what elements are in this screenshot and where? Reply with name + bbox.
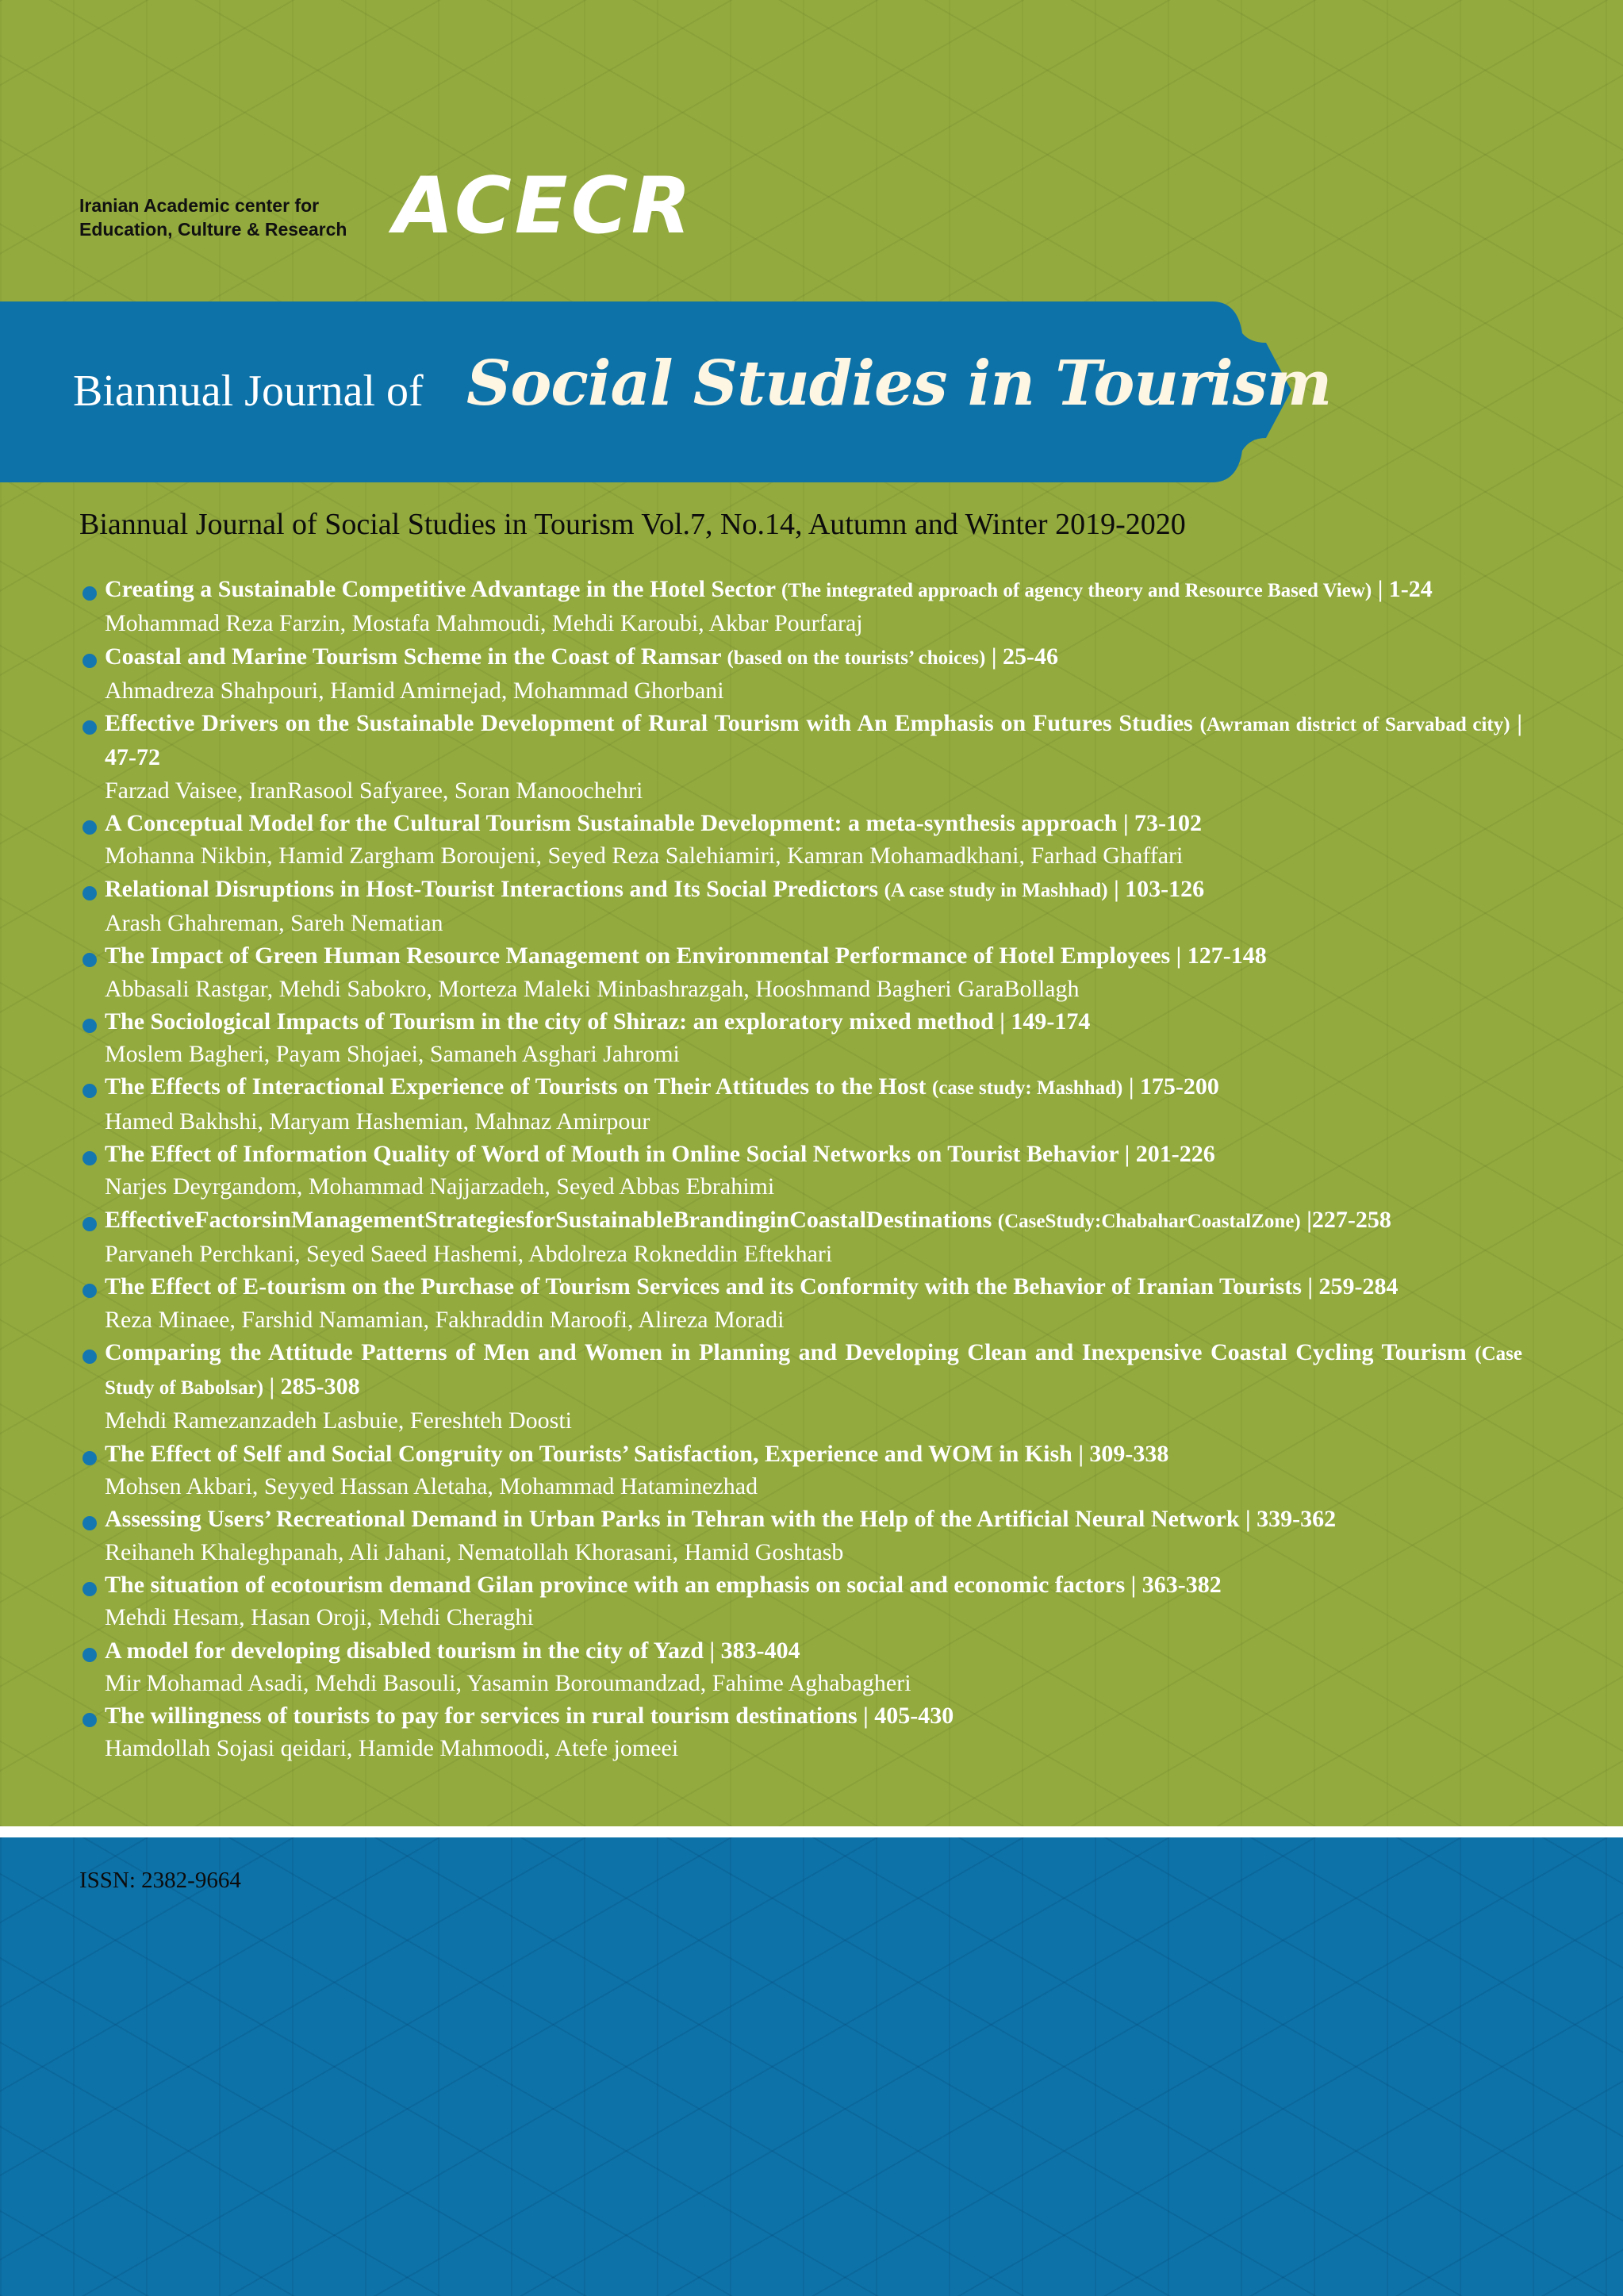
- article-authors: Hamdollah Sojasi qeidari, Hamide Mahmoodi, Atefe jomeei: [105, 1735, 679, 1762]
- article-title-line: [105, 1138, 1522, 1170]
- bullet-icon: [82, 1516, 97, 1530]
- article-title: The situation of ecotourism demand Gilan province with an emphasis on social and economic factors: [105, 1571, 1126, 1598]
- bullet-icon: [82, 1582, 97, 1596]
- publisher-line-2: Education, Culture & Research: [79, 219, 347, 240]
- article-title-line: [105, 1336, 1522, 1405]
- article-title: A model for developing disabled tourism in the city of Yazd: [105, 1637, 704, 1664]
- bullet-icon: [82, 1084, 97, 1098]
- article-subtitle: (The integrated approach of agency theory and Resource Based View): [781, 580, 1372, 601]
- article-title-line: [105, 1568, 1522, 1601]
- article-title: Creating a Sustainable Competitive Advantage in the Hotel Sector: [105, 576, 776, 602]
- article-entry: [82, 707, 1522, 807]
- article-title-line: [105, 1634, 1522, 1667]
- article-pages: | 259-284: [1307, 1273, 1399, 1300]
- bullet-icon: [82, 1713, 97, 1727]
- article-subtitle: (Case Study of Babolsar): [105, 1342, 1523, 1399]
- article-authors: Mohanna Nikbin, Hamid Zargham Boroujeni, Seyed Reza Salehiamiri, Kamran Mohamadkhani, Farhad Ghaffari: [105, 843, 1184, 870]
- article-pages: | 363-382: [1130, 1571, 1222, 1598]
- article-subtitle: (CaseStudy:ChabaharCoastalZone): [997, 1210, 1301, 1232]
- article-subtitle: (based on the tourists’ choices): [727, 647, 986, 669]
- article-title: The Sociological Impacts of Tourism in the city of Shiraz: an exploratory mixed method: [105, 1008, 994, 1035]
- article-pages: | 25-46: [991, 643, 1058, 670]
- article-subtitle: (Awraman district of Sarvabad city): [1199, 714, 1510, 736]
- article-entry: [82, 1568, 1522, 1634]
- article-title: Effective Drivers on the Sustainable Development of Rural Tourism with An Emphasis on Futures Studies: [105, 710, 1193, 737]
- article-authors: Parvaneh Perchkani, Seyed Saeed Hashemi, Abdolreza Rokneddin Eftekhari: [105, 1240, 833, 1267]
- bullet-icon: [82, 1151, 97, 1165]
- article-title-line: [105, 873, 1522, 907]
- article-title-line: [105, 1070, 1522, 1104]
- issue-line: Biannual Journal of Social Studies in Tourism Vol.7, No.14, Autumn and Winter 2019-2020: [79, 508, 1186, 541]
- article-title: Assessing Users’ Recreational Demand in Urban Parks in Tehran with the Help of the Artificial Neural Network: [105, 1506, 1240, 1533]
- bullet-icon: [82, 1648, 97, 1662]
- article-title-line: [105, 1270, 1522, 1303]
- article-title-line: [105, 939, 1522, 972]
- article-authors: Mehdi Hesam, Hasan Oroji, Mehdi Cheraghi: [105, 1604, 534, 1631]
- article-authors: Arash Ghahreman, Sareh Nematian: [105, 909, 443, 936]
- bullet-icon: [82, 953, 97, 967]
- article-title-line: [105, 1699, 1522, 1732]
- article-entry: [82, 1438, 1522, 1503]
- article-authors: Reihaneh Khaleghpanah, Ali Jahani, Nematollah Khorasani, Hamid Goshtasb: [105, 1538, 844, 1565]
- article-entry: [82, 640, 1522, 708]
- article-pages: |227-258: [1306, 1206, 1391, 1233]
- article-entry: [82, 1699, 1522, 1765]
- bullet-icon: [82, 720, 97, 735]
- article-title: The Effect of Self and Social Congruity on Tourists’ Satisfaction, Experience and WOM in Kish: [105, 1440, 1072, 1467]
- article-authors: Mehdi Ramezanzadeh Lasbuie, Fereshteh Doosti: [105, 1407, 572, 1434]
- article-title-line: [105, 640, 1522, 674]
- article-entry: [82, 1634, 1522, 1700]
- acecr-logo: ACECR: [393, 161, 695, 251]
- white-divider-stripe: [0, 1826, 1623, 1837]
- bullet-icon: [82, 1217, 97, 1231]
- article-pages: | 149-174: [1000, 1008, 1091, 1035]
- article-title-line: [105, 1503, 1522, 1535]
- bullet-icon: [82, 1284, 97, 1298]
- article-pages: | 339-362: [1245, 1506, 1337, 1533]
- bullet-icon: [82, 1350, 97, 1364]
- table-of-contents: [82, 573, 1522, 1765]
- journal-title: Social Studies in Tourism: [466, 347, 1332, 420]
- article-authors: Mohammad Reza Farzin, Mostafa Mahmoudi, Mehdi Karoubi, Akbar Pourfaraj: [105, 610, 863, 637]
- bullet-icon: [82, 586, 97, 601]
- article-pages: | 47-72: [105, 710, 1523, 771]
- article-title-line: [105, 1204, 1522, 1238]
- article-authors: Narjes Deyrgandom, Mohammad Najjarzadeh, Seyed Abbas Ebrahimi: [105, 1173, 775, 1200]
- article-pages: | 309-338: [1078, 1440, 1169, 1467]
- article-pages: | 1-24: [1377, 576, 1433, 602]
- article-entry: [82, 1070, 1522, 1138]
- article-entry: [82, 1270, 1522, 1336]
- article-pages: | 285-308: [269, 1373, 360, 1400]
- article-title: The Impact of Green Human Resource Management on Environmental Performance of Hotel Employees: [105, 943, 1171, 969]
- article-entry: [82, 1336, 1522, 1438]
- article-entry: [82, 807, 1522, 873]
- article-title: Relational Disruptions in Host-Tourist Interactions and Its Social Predictors: [105, 875, 879, 902]
- article-pages: | 405-430: [863, 1703, 954, 1730]
- bullet-icon: [82, 1019, 97, 1033]
- article-authors: Ahmadreza Shahpouri, Hamid Amirnejad, Mohammad Ghorbani: [105, 677, 724, 704]
- article-pages: | 201-226: [1124, 1141, 1215, 1168]
- article-title: Coastal and Marine Tourism Scheme in the Coast of Ramsar: [105, 643, 721, 670]
- article-authors: Reza Minaee, Farshid Namamian, Fakhraddin Maroofi, Alireza Moradi: [105, 1306, 785, 1333]
- article-pages: | 103-126: [1114, 875, 1205, 902]
- article-title: Comparing the Attitude Patterns of Men and Women in Planning and Developing Clean and Inexpensive Coastal Cycling Tourism: [105, 1338, 1467, 1365]
- article-title-line: [105, 573, 1522, 607]
- article-title: A Conceptual Model for the Cultural Tourism Sustainable Development: a meta-synthesis approach: [105, 810, 1118, 837]
- article-title-line: [105, 707, 1522, 774]
- article-title-line: [105, 1005, 1522, 1038]
- article-entry: [82, 573, 1522, 640]
- article-pages: | 127-148: [1176, 943, 1267, 969]
- bullet-icon: [82, 820, 97, 835]
- article-pages: | 175-200: [1128, 1073, 1219, 1100]
- article-entry: [82, 1005, 1522, 1071]
- article-title: The willingness of tourists to pay for services in rural tourism destinations: [105, 1703, 858, 1730]
- article-pages: | 383-404: [709, 1637, 800, 1664]
- article-entry: [82, 1138, 1522, 1204]
- banner-prefix: Biannual Journal of: [73, 367, 424, 416]
- article-title-line: [105, 807, 1522, 839]
- article-subtitle: (case study: Mashhad): [932, 1077, 1123, 1100]
- article-authors: Mir Mohamad Asadi, Mehdi Basouli, Yasamin Boroumandzad, Fahime Aghabagheri: [105, 1669, 911, 1696]
- article-authors: Moslem Bagheri, Payam Shojaei, Samaneh Asghari Jahromi: [105, 1041, 680, 1068]
- article-authors: Farzad Vaisee, IranRasool Safyaree, Soran Manoochehri: [105, 777, 643, 804]
- publisher-line-1: Iranian Academic center for: [79, 195, 320, 216]
- article-entry: [82, 873, 1522, 940]
- issn: ISSN: 2382-9664: [79, 1868, 241, 1893]
- article-entry: [82, 939, 1522, 1005]
- article-subtitle: (A case study in Mashhad): [884, 879, 1108, 901]
- article-title: The Effect of Information Quality of Word of Mouth in Online Social Networks on Tourist Behavior: [105, 1141, 1119, 1168]
- bullet-icon: [82, 886, 97, 900]
- publisher-name: [79, 194, 347, 241]
- article-title-line: [105, 1438, 1522, 1470]
- article-authors: Hamed Bakhshi, Maryam Hashemian, Mahnaz Amirpour: [105, 1108, 650, 1135]
- article-title: EffectiveFactorsinManagementStrategiesforSustainableBrandinginCoastalDestinations: [105, 1206, 992, 1233]
- article-title: The Effects of Interactional Experience of Tourists on Their Attitudes to the Host: [105, 1073, 927, 1100]
- bullet-icon: [82, 654, 97, 668]
- article-authors: Abbasali Rastgar, Mehdi Sabokro, Morteza Maleki Minbashrazgah, Hooshmand Bagheri GaraBollagh: [105, 975, 1080, 1002]
- article-entry: [82, 1503, 1522, 1568]
- article-authors: Mohsen Akbari, Seyyed Hassan Aletaha, Mohammad Hataminezhad: [105, 1473, 758, 1500]
- article-title: The Effect of E-tourism on the Purchase of Tourism Services and its Conformity with the Behavior of Iranian Tourists: [105, 1273, 1302, 1300]
- article-pages: | 73-102: [1122, 810, 1203, 837]
- blue-pattern-band: [0, 1837, 1623, 2296]
- bullet-icon: [82, 1451, 97, 1465]
- article-entry: [82, 1204, 1522, 1271]
